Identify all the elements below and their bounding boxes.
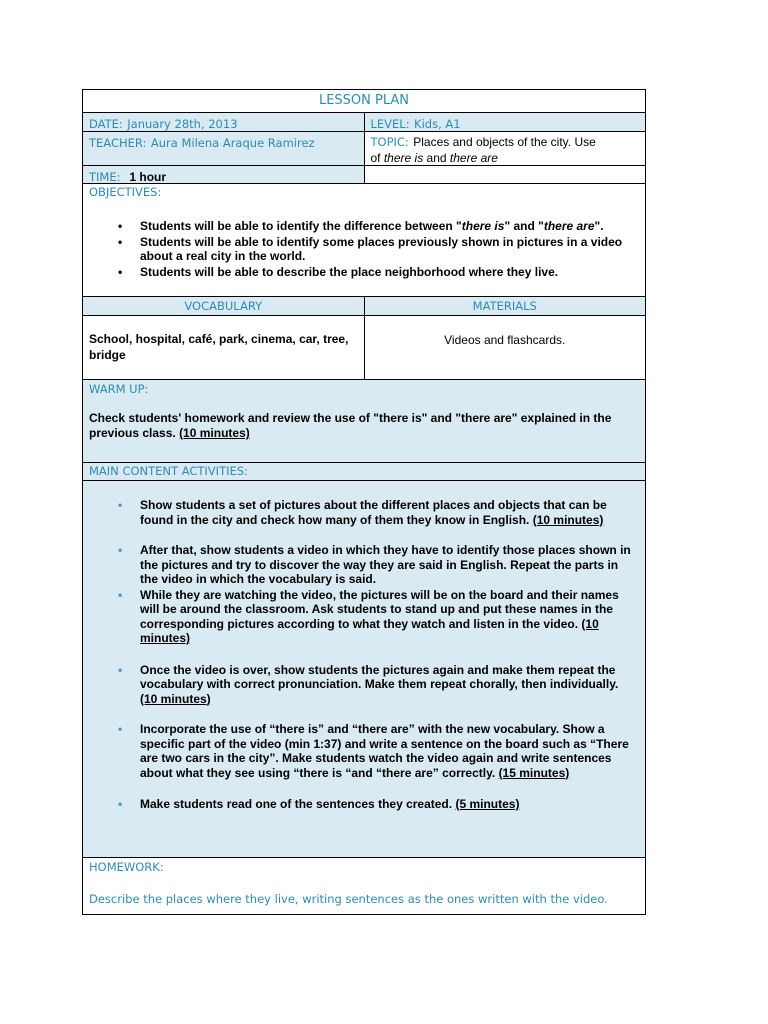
warm-up-text — [89, 411, 639, 441]
objectives-list — [89, 219, 639, 279]
homework-cell — [83, 858, 645, 914]
vocabulary-value: School, hospital, café, park, cinema, car, tree, bridge — [83, 316, 365, 379]
activity-6-duration: (5 minutes) — [455, 797, 520, 811]
warm-up-label: WARM UP: — [89, 382, 149, 396]
homework-text: Describe the places where they live, writing sentences as the ones written with the video. — [89, 892, 608, 906]
level-value: Kids, A1 — [414, 117, 461, 131]
activity-3-duration: (10 minutes) — [140, 616, 599, 645]
bullet-icon: • — [118, 797, 123, 811]
list-item — [89, 797, 639, 812]
main-content-row — [83, 480, 645, 857]
activity-6: Make students read one of the sentences they created. — [140, 797, 453, 811]
activity-4-duration: (10 minutes) — [140, 691, 211, 706]
objective-3: Students will be able to describe the place neighborhood where they live. — [140, 264, 559, 279]
date-cell — [83, 113, 365, 131]
bullet-icon: • — [118, 587, 123, 602]
activity-3: While they are watching the video, the pictures will be on the board and their names will be around the classroom. Ask students to stand up and put these names in the corresponding pictures according to what they watch and listen in the video. — [140, 587, 619, 631]
topic-there-is: there is — [383, 151, 424, 165]
objective-2: Students will be able to identify some places previously shown in pictures in a video about a real city in the world. — [140, 234, 623, 263]
list-item — [89, 235, 639, 264]
activity-5: Incorporate the use of “there is” and “there are” with the new vocabulary. Show a specific part of the video (min 1:37) and write a sentence on the board such as “There are two cars in the city”. Make students watch the video again and write sentences about what they see using “there is “and “there are” correctly. — [140, 722, 629, 780]
teacher-cell — [83, 132, 365, 165]
main-content-label: MAIN CONTENT ACTIVITIES: — [89, 464, 248, 478]
main-content-cell — [83, 481, 645, 857]
bullet-icon: • — [118, 498, 123, 512]
time-cell — [83, 166, 365, 183]
homework-row — [83, 857, 645, 914]
bullet-icon: • — [118, 219, 123, 233]
activity-1: Show students a set of pictures about the different places and objects that can be found in the city and check how many of them they know in English. — [140, 498, 607, 527]
objective-1-there-is: there is — [461, 219, 505, 233]
bullet-icon: • — [118, 662, 123, 677]
objective-1-there-are: there are — [543, 219, 595, 233]
list-item — [89, 265, 639, 280]
warm-up-row — [83, 379, 645, 462]
objectives-row — [83, 183, 645, 296]
page-title: LESSON PLAN — [318, 93, 410, 108]
activity-5-duration: (15 minutes) — [498, 765, 570, 780]
vocab-materials-header-row — [83, 296, 645, 315]
time-label: TIME: — [89, 170, 121, 184]
materials-value: Videos and flashcards. — [444, 333, 566, 347]
activity-4: Once the video is over, show students the pictures again and make them repeat the vocabulary with correct pronunciation. Make them repeat chorally, then individually. — [140, 662, 619, 691]
topic-line2-prefix: of — [370, 151, 384, 165]
time-value: 1 hour — [129, 170, 167, 184]
topic-and: and — [423, 151, 450, 165]
bullet-icon: • — [118, 722, 123, 736]
bullet-icon: • — [118, 234, 123, 249]
objective-1-post: ". — [594, 219, 604, 233]
time-empty-cell — [365, 166, 646, 183]
level-cell — [365, 113, 646, 131]
bullet-icon: • — [118, 264, 123, 279]
vocabulary-header: VOCABULARY — [83, 297, 365, 315]
materials-header: MATERIALS — [472, 299, 537, 313]
date-value: January 28th, 2013 — [127, 117, 238, 131]
lesson-plan-table — [82, 89, 646, 915]
vocab-materials-row — [83, 315, 645, 379]
objective-1-mid: " and " — [504, 219, 544, 233]
date-level-row — [83, 112, 645, 131]
warm-up-body: Check students' homework and review the use of "there is" and "there are" explained in the previous class. — [89, 411, 612, 440]
list-item — [89, 722, 639, 780]
list-item — [89, 219, 639, 234]
topic-cell — [365, 132, 646, 165]
date-label: DATE: — [89, 117, 123, 131]
teacher-topic-row — [83, 131, 645, 165]
level-label: LEVEL: — [370, 117, 410, 131]
main-content-header-row — [83, 462, 645, 480]
warm-up-cell — [83, 380, 645, 462]
warm-up-duration: (10 minutes) — [179, 426, 250, 440]
objectives-label: OBJECTIVES: — [89, 185, 162, 199]
time-row — [83, 165, 645, 183]
activity-2: After that, show students a video in which they have to identify those places shown in the pictures and try to discover the way they are said in English. Repeat the parts in the video in which the vocabulary is said. — [140, 543, 631, 586]
list-item — [89, 543, 639, 587]
topic-there-are: there are — [449, 151, 498, 165]
bullet-icon: • — [118, 543, 123, 557]
teacher-label: TEACHER: — [89, 136, 147, 150]
activities-list — [89, 498, 639, 812]
list-item — [89, 498, 639, 527]
topic-label: TOPIC: — [370, 135, 409, 149]
list-item — [89, 663, 639, 707]
activity-1-duration: (10 minutes) — [532, 512, 604, 527]
objective-1-pre: Students will be able to identify the difference between " — [140, 219, 462, 233]
teacher-value: Aura Milena Araque Ramirez — [150, 136, 315, 150]
list-item — [89, 588, 639, 646]
title-row — [83, 90, 645, 112]
topic-line1: Places and objects of the city. Use — [413, 135, 596, 149]
objectives-cell — [83, 184, 645, 296]
homework-label: HOMEWORK: — [89, 860, 164, 874]
